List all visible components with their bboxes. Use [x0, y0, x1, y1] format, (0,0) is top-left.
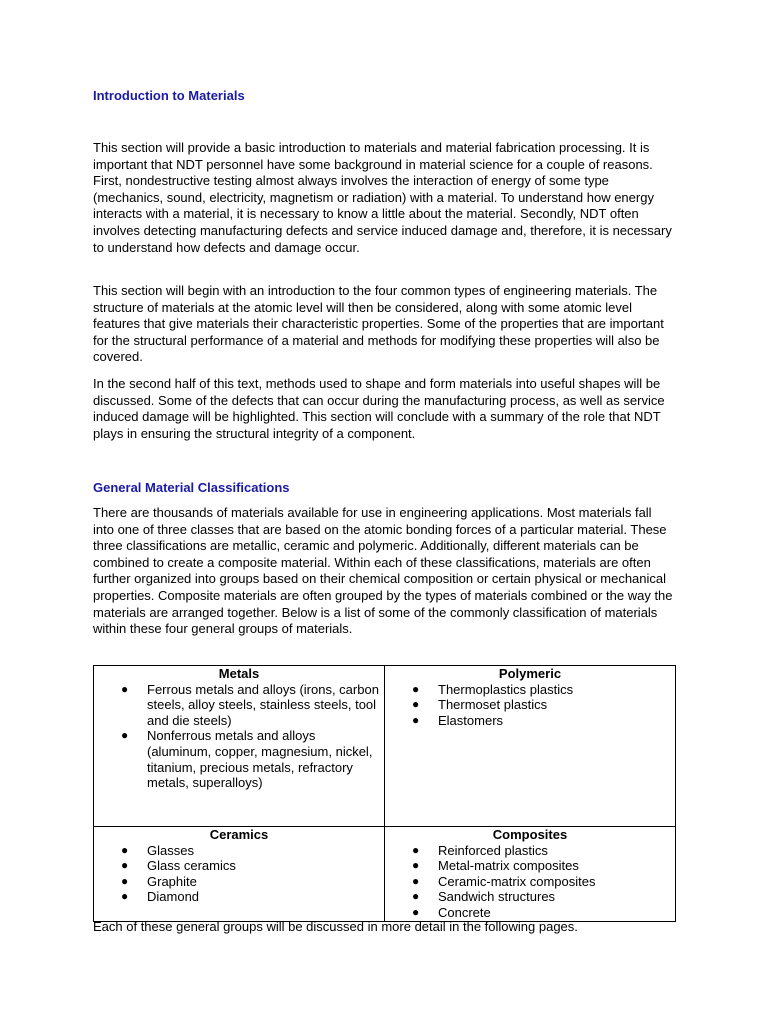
- list-item: ● Nonferrous metals and alloys (aluminum, copper, magnesium, nickel, titanium, precious metals, refractory metals, superalloys): [121, 728, 373, 791]
- composites-list: [385, 843, 675, 921]
- metals-title: Metals: [218, 666, 260, 681]
- bullet-icon: ●: [412, 842, 420, 857]
- closing-paragraph: Each of these general groups will be discussed in more detail in the following pages.: [93, 919, 578, 934]
- bullet-icon: ●: [412, 697, 420, 712]
- ceramics-cell: [94, 827, 385, 922]
- bullet-icon: ●: [121, 889, 129, 904]
- bullet-icon: ●: [412, 681, 420, 696]
- classifications-paragraph: There are thousands of materials available for use in engineering applications. Most materials fall into one of three classes that are based on the atomic bonding forces of a particular material. These three classifications are metallic, ceramic and polymeric. Additionally, different materials can be combined to create a composite material. Within each of these classifications, materials are often further organized into groups based on their chemical composition or certain physical or mechanical properties. Composite materials are often grouped by the types of materials combined or the way the materials are arranged together. Below is a list of some of the commonly classification of materials within these four general groups of materials.: [93, 505, 673, 637]
- polymeric-cell: [385, 666, 676, 827]
- ceramics-title: Ceramics: [209, 827, 269, 842]
- list-item: ● Glass ceramics: [121, 858, 236, 874]
- list-item: ● Diamond: [121, 889, 200, 905]
- bullet-icon: ●: [121, 873, 129, 888]
- list-item: ● Elastomers: [412, 712, 504, 728]
- intro-paragraph-2: This section will begin with an introduction to the four common types of engineering materials. The structure of materials at the atomic level will then be considered, along with some atomic level features that give materials their characteristic properties. Some of the properties that are important for the structural performance of a material and methods for modifying these properties will also be covered.: [93, 283, 664, 365]
- intro-heading: Introduction to Materials: [93, 88, 245, 103]
- polymeric-list: [385, 682, 675, 729]
- list-item: ● Graphite: [121, 873, 197, 889]
- classifications-heading: General Material Classifications: [93, 480, 290, 495]
- metals-list: [94, 682, 384, 791]
- intro-paragraph-3: In the second half of this text, methods used to shape and form materials into useful shapes will be discussed. Some of the defects that can occur during the manufacturing process, as well as service induced damage will be highlighted. This section will conclude with a summary of the role that NDT plays in ensuring the structural integrity of a component.: [93, 376, 665, 441]
- intro-paragraph-1: This section will provide a basic introduction to materials and material fabrication processing. It is important that NDT personnel have some background in material science for a couple of reasons. First, nondestructive testing almost always involves the interaction of energy of some type (mechanics, sound, electricity, magnetism or radiation) with a material. To understand how energy interacts with a material, it is necessary to know a little about the material. Secondly, NDT often involves detecting manufacturing defects and service induced damage and, therefore, it is necessary to understand how defects and damage occur.: [93, 140, 672, 255]
- polymeric-title: Polymeric: [498, 666, 562, 681]
- bullet-icon: ●: [412, 712, 420, 727]
- bullet-icon: ●: [121, 858, 129, 873]
- bullet-icon: ●: [121, 842, 129, 857]
- material-classification-table: [93, 665, 676, 922]
- bullet-icon: ●: [412, 858, 420, 873]
- ceramics-list: [94, 843, 384, 905]
- bullet-icon: ●: [121, 681, 129, 696]
- list-item: ● Reinforced plastics: [412, 842, 548, 858]
- list-item: ● Glasses: [121, 842, 194, 858]
- bullet-icon: ●: [121, 728, 129, 743]
- bullet-icon: ●: [412, 889, 420, 904]
- list-item: ● Concrete: [412, 904, 491, 920]
- composites-cell: [385, 827, 676, 922]
- list-item: ● Thermoset plastics: [412, 697, 548, 713]
- list-item: ● Sandwich structures: [412, 889, 556, 905]
- list-item: ● Thermoplastics plastics: [412, 681, 574, 697]
- bullet-icon: ●: [412, 873, 420, 888]
- composites-title: Composites: [492, 827, 568, 842]
- list-item: ● Ceramic-matrix composites: [412, 873, 596, 889]
- list-item: ● Ferrous metals and alloys (irons, carbon steels, alloy steels, stainless steels, tool and die steels): [121, 681, 379, 728]
- bullet-icon: ●: [412, 904, 420, 919]
- list-item: ● Metal-matrix composites: [412, 858, 579, 874]
- metals-cell: [94, 666, 385, 827]
